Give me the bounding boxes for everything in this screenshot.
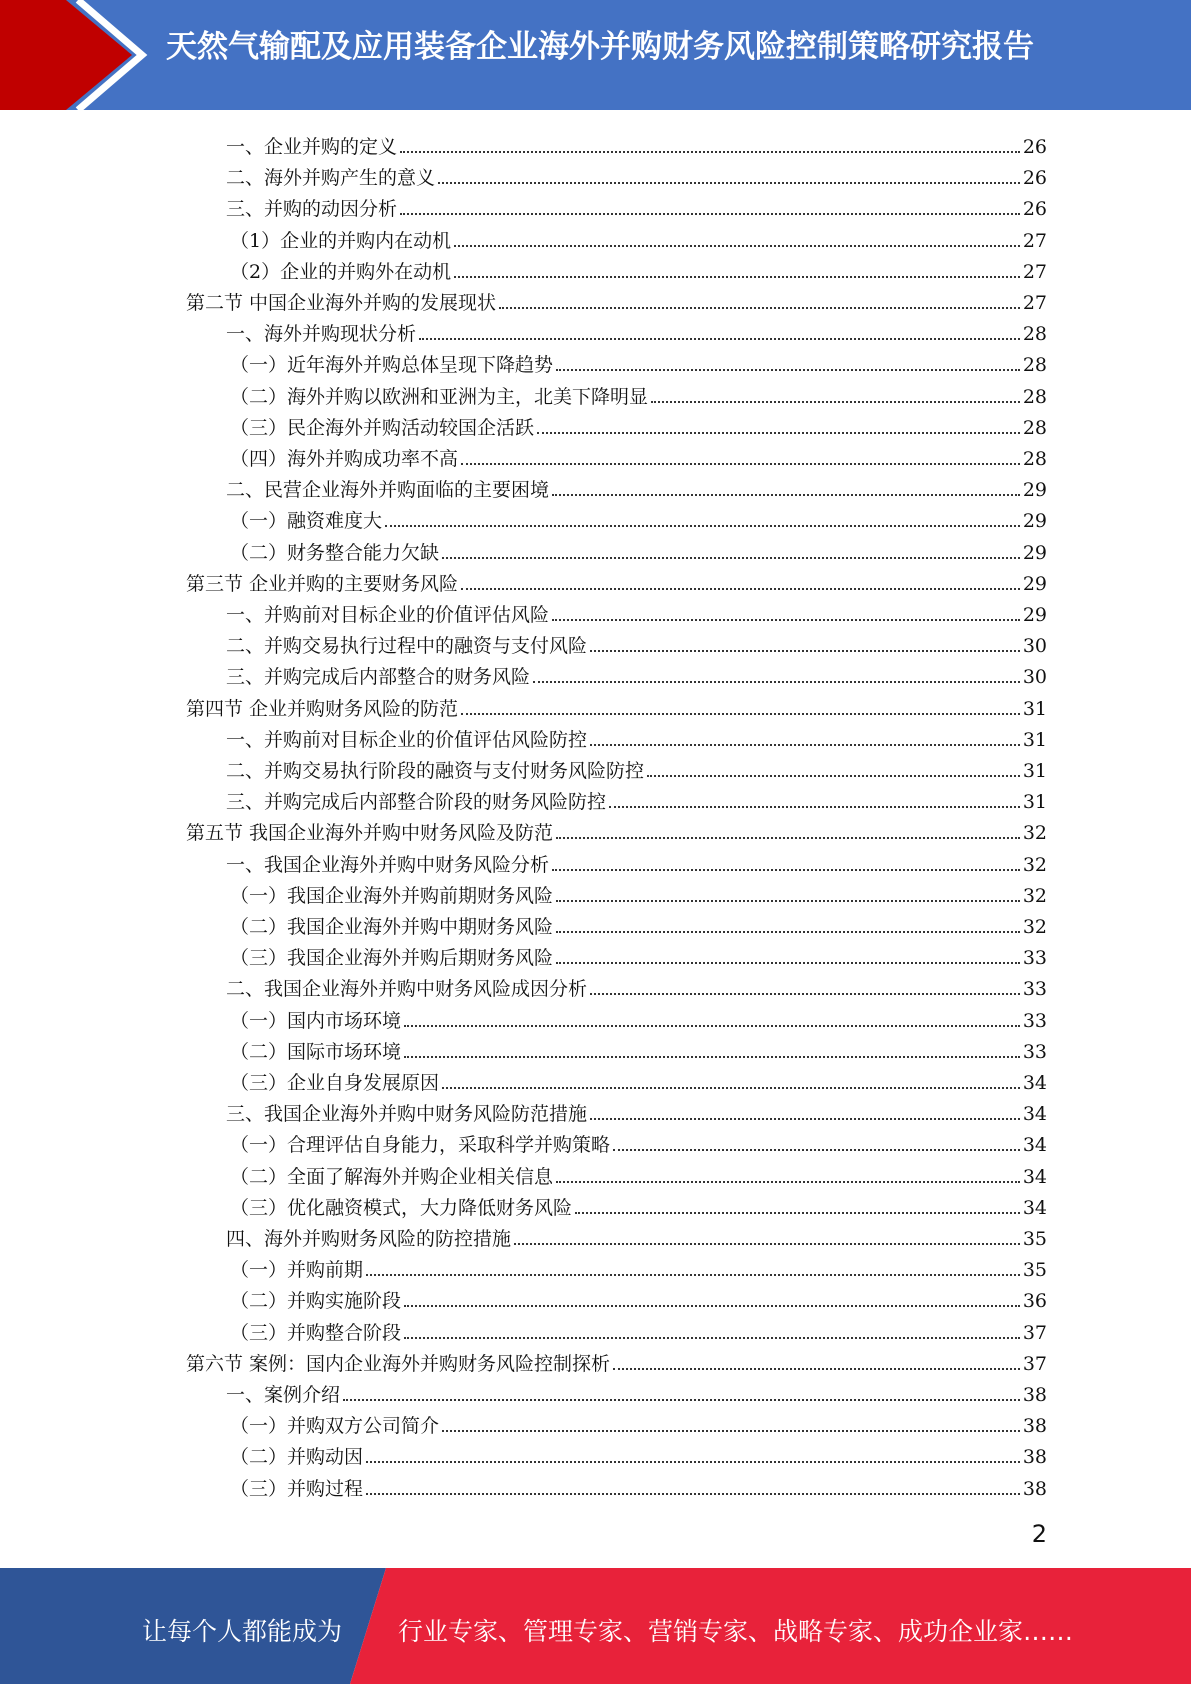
- toc-dot-leader: [613, 1149, 1020, 1151]
- header-arrow-logo: [0, 0, 160, 110]
- toc-dot-leader: [461, 588, 1020, 590]
- footer-slogan-left: 让每个人都能成为: [142, 1617, 343, 1646]
- toc-dot-leader: [366, 1461, 1020, 1463]
- toc-entry-label: 二、民营企业海外并购面临的主要困境: [226, 479, 550, 502]
- toc-entry[interactable]: [186, 814, 1047, 845]
- toc-entry-label: （二）我国企业海外并购中期财务风险: [230, 916, 554, 938]
- footer-band: [0, 1568, 1191, 1684]
- toc-entry[interactable]: [226, 471, 1047, 502]
- toc-entry-page: 27: [1022, 292, 1047, 314]
- toc-entry[interactable]: [226, 315, 1047, 346]
- toc-entry[interactable]: [226, 128, 1047, 159]
- toc-entry-page: 38: [1022, 1384, 1047, 1406]
- toc-entry-page: 27: [1022, 229, 1047, 252]
- toc-entry-label: 一、案例介绍: [226, 1384, 341, 1406]
- toc-entry-page: 29: [1022, 604, 1047, 626]
- toc-entry-label: （三）优化融资模式，大力降低财务风险: [230, 1196, 573, 1219]
- toc-dot-leader: [366, 1493, 1020, 1495]
- toc-dot-leader: [552, 869, 1020, 871]
- toc-entry-label: （三）并购过程: [230, 1477, 364, 1500]
- toc-entry[interactable]: [230, 378, 1047, 409]
- toc-entry[interactable]: [230, 346, 1047, 377]
- toc-entry-label: （一）国内市场环境: [230, 1009, 402, 1032]
- toc-entry-page: 27: [1022, 260, 1047, 283]
- toc-dot-leader: [404, 1305, 1020, 1307]
- toc-entry-page: 30: [1022, 635, 1047, 658]
- toc-entry[interactable]: [230, 1470, 1047, 1501]
- toc-dot-leader: [556, 1181, 1020, 1183]
- toc-dot-leader: [419, 338, 1020, 340]
- toc-entry-page: 29: [1022, 479, 1047, 502]
- toc-entry[interactable]: [230, 939, 1047, 970]
- toc-dot-leader: [514, 1243, 1020, 1245]
- toc-dot-leader: [454, 276, 1020, 278]
- toc-entry-label: 二、并购交易执行阶段的融资与支付财务风险防控: [226, 760, 645, 782]
- toc-dot-leader: [556, 900, 1020, 902]
- toc-dot-leader: [556, 369, 1020, 371]
- toc-entry[interactable]: [230, 1002, 1047, 1033]
- toc-dot-leader: [537, 432, 1020, 434]
- toc-entry[interactable]: [230, 877, 1047, 908]
- toc-entry-label: （二）并购实施阶段: [230, 1290, 402, 1313]
- toc-entry[interactable]: [226, 752, 1047, 783]
- toc-entry-label: （二）并购动因: [230, 1446, 364, 1469]
- toc-entry-label: 第六节 案例：国内企业海外并购财务风险控制探析: [186, 1352, 611, 1375]
- toc-entry[interactable]: [226, 627, 1047, 658]
- toc-dot-leader: [609, 806, 1020, 808]
- toc-dot-leader: [533, 681, 1020, 683]
- toc-entry-page: 32: [1022, 853, 1047, 876]
- toc-dot-leader: [442, 557, 1020, 559]
- toc-entry-page: 33: [1022, 978, 1047, 1001]
- toc-dot-leader: [556, 962, 1020, 964]
- toc-entry-label: （三）我国企业海外并购后期财务风险: [230, 947, 554, 970]
- toc-entry-label: （一）我国企业海外并购前期财务风险: [230, 884, 554, 907]
- toc-entry[interactable]: [230, 1282, 1047, 1313]
- toc-entry-page: 28: [1022, 416, 1047, 439]
- toc-entry[interactable]: [230, 1033, 1047, 1064]
- toc-entry-label: 一、并购前对目标企业的价值评估风险防控: [226, 728, 588, 751]
- toc-entry-page: 28: [1022, 323, 1047, 346]
- toc-entry-page: 34: [1022, 1072, 1047, 1094]
- toc-entry-page: 34: [1022, 1196, 1047, 1219]
- toc-entry[interactable]: [226, 970, 1047, 1001]
- toc-entry[interactable]: [230, 1126, 1047, 1157]
- toc-entry-page: 29: [1022, 510, 1047, 533]
- toc-entry-label: 第五节 我国企业海外并购中财务风险及防范: [186, 822, 554, 845]
- toc-dot-leader: [438, 182, 1020, 184]
- toc-entry-label: （一）融资难度大: [230, 510, 383, 533]
- toc-entry-page: 26: [1022, 136, 1047, 158]
- toc-entry-label: 三、并购的动因分析: [226, 198, 398, 221]
- toc-entry-page: 35: [1022, 1228, 1047, 1250]
- toc-entry[interactable]: [226, 783, 1047, 814]
- toc-entry-page: 29: [1022, 572, 1047, 595]
- toc-entry-label: （二）海外并购以欧洲和亚洲为主，北美下降明显: [230, 385, 649, 408]
- toc-entry[interactable]: [230, 222, 1047, 253]
- toc-dot-leader: [400, 151, 1020, 153]
- toc-entry[interactable]: [230, 440, 1047, 471]
- toc-entry-label: （2）企业的并购外在动机: [230, 260, 452, 283]
- toc-entry[interactable]: [226, 1220, 1047, 1251]
- toc-entry[interactable]: [226, 846, 1047, 877]
- toc-entry[interactable]: [230, 908, 1047, 939]
- toc-entry[interactable]: [226, 658, 1047, 689]
- toc-entry-page: 38: [1022, 1446, 1047, 1469]
- toc-entry[interactable]: [230, 1407, 1047, 1438]
- toc-entry-label: （三）企业自身发展原因: [230, 1072, 440, 1094]
- toc-entry[interactable]: [230, 1189, 1047, 1220]
- toc-entry-label: 三、并购完成后内部整合的财务风险: [226, 666, 531, 689]
- toc-entry-page: 32: [1022, 884, 1047, 907]
- toc-entry-label: 一、海外并购现状分析: [226, 323, 417, 346]
- toc-entry-page: 26: [1022, 167, 1047, 190]
- toc-dot-leader: [442, 1430, 1020, 1432]
- toc-entry-page: 33: [1022, 1040, 1047, 1063]
- toc-entry-page: 29: [1022, 541, 1047, 564]
- toc-dot-leader: [552, 494, 1020, 496]
- toc-entry-label: （二）国际市场环境: [230, 1040, 402, 1063]
- toc-entry[interactable]: [226, 159, 1047, 190]
- toc-entry[interactable]: [230, 253, 1047, 284]
- toc-entry[interactable]: [186, 1345, 1047, 1376]
- toc-dot-leader: [400, 213, 1020, 215]
- toc-dot-leader: [499, 307, 1020, 309]
- toc-entry-page: 28: [1022, 448, 1047, 470]
- toc-entry[interactable]: [226, 1095, 1047, 1126]
- toc-dot-leader: [461, 713, 1020, 715]
- toc-dot-leader: [590, 650, 1020, 652]
- toc-entry[interactable]: [226, 721, 1047, 752]
- toc-entry-page: 32: [1022, 916, 1047, 938]
- toc-entry-label: 四、海外并购财务风险的防控措施: [226, 1228, 512, 1250]
- toc-entry[interactable]: [186, 690, 1047, 721]
- toc-dot-leader: [366, 1274, 1020, 1276]
- toc-entry-label: （四）海外并购成功率不高: [230, 448, 459, 470]
- toc-entry-label: 二、海外并购产生的意义: [226, 167, 436, 190]
- toc-entry-page: 31: [1022, 697, 1047, 720]
- toc-entry[interactable]: [230, 1314, 1047, 1345]
- toc-dot-leader: [613, 1368, 1020, 1370]
- toc-entry-label: 一、我国企业海外并购中财务风险分析: [226, 853, 550, 876]
- toc-entry[interactable]: [230, 502, 1047, 533]
- toc-entry-page: 34: [1022, 1165, 1047, 1188]
- toc-entry-page: 34: [1022, 1103, 1047, 1126]
- toc-dot-leader: [385, 525, 1020, 527]
- toc-entry-page: 30: [1022, 666, 1047, 689]
- toc-dot-leader: [404, 1025, 1020, 1027]
- toc-entry-label: 第四节 企业并购财务风险的防范: [186, 697, 459, 720]
- toc-entry-label: （二）财务整合能力欠缺: [230, 541, 440, 564]
- toc-entry-label: （1）企业的并购内在动机: [230, 229, 452, 252]
- toc-entry[interactable]: [230, 1064, 1047, 1095]
- toc-entry-page: 36: [1022, 1290, 1047, 1313]
- toc-dot-leader: [404, 1056, 1020, 1058]
- toc-entry[interactable]: [230, 1251, 1047, 1282]
- toc-entry-page: 28: [1022, 354, 1047, 377]
- toc-entry-page: 26: [1022, 198, 1047, 221]
- toc-entry-page: 31: [1022, 791, 1047, 814]
- toc-entry-page: 32: [1022, 822, 1047, 845]
- toc-entry-label: 三、我国企业海外并购中财务风险防范措施: [226, 1103, 588, 1126]
- toc-entry-label: （一）并购双方公司简介: [230, 1415, 440, 1438]
- toc-dot-leader: [454, 245, 1020, 247]
- toc-entry-page: 37: [1022, 1321, 1047, 1344]
- toc-entry-label: （二）全面了解海外并购企业相关信息: [230, 1165, 554, 1188]
- toc-entry-page: 28: [1022, 385, 1047, 408]
- toc-entry[interactable]: [186, 565, 1047, 596]
- toc-entry-label: 三、并购完成后内部整合阶段的财务风险防控: [226, 791, 607, 814]
- toc-entry-page: 38: [1022, 1415, 1047, 1438]
- footer-slogan-right: 行业专家、管理专家、营销专家、战略专家、成功企业家……: [398, 1617, 1074, 1646]
- toc-entry-label: 二、我国企业海外并购中财务风险成因分析: [226, 978, 588, 1001]
- toc-entry-page: 37: [1022, 1352, 1047, 1375]
- page-number: 2: [1031, 1520, 1047, 1548]
- toc-entry[interactable]: [186, 284, 1047, 315]
- toc-entry-label: 一、并购前对目标企业的价值评估风险: [226, 604, 550, 626]
- toc-dot-leader: [590, 1118, 1020, 1120]
- toc-dot-leader: [461, 463, 1020, 465]
- toc-entry-label: 一、企业并购的定义: [226, 136, 398, 158]
- toc-dot-leader: [552, 619, 1020, 621]
- toc-dot-leader: [556, 837, 1020, 839]
- toc-dot-leader: [442, 1087, 1020, 1089]
- toc-dot-leader: [575, 1212, 1020, 1214]
- toc-dot-leader: [343, 1399, 1020, 1401]
- toc-dot-leader: [590, 744, 1020, 746]
- toc-entry[interactable]: [230, 1438, 1047, 1469]
- toc-dot-leader: [647, 775, 1020, 777]
- toc-entry-label: （一）近年海外并购总体呈现下降趋势: [230, 354, 554, 377]
- toc-entry[interactable]: [230, 1158, 1047, 1189]
- report-title: 天然气输配及应用装备企业海外并购财务风险控制策略研究报告: [166, 29, 1034, 65]
- toc-entry-label: 二、并购交易执行过程中的融资与支付风险: [226, 635, 588, 658]
- toc-dot-leader: [651, 401, 1020, 403]
- toc-entry[interactable]: [226, 596, 1047, 627]
- toc-entry-page: 31: [1022, 760, 1047, 782]
- toc-dot-leader: [404, 1337, 1020, 1339]
- header-band: [0, 0, 1191, 110]
- toc-entry-label: （一）并购前期: [230, 1259, 364, 1282]
- toc-entry-page: 34: [1022, 1134, 1047, 1157]
- toc-entry-label: （一）合理评估自身能力，采取科学并购策略: [230, 1134, 611, 1157]
- toc-entry[interactable]: [230, 409, 1047, 440]
- toc-entry-page: 33: [1022, 1009, 1047, 1032]
- toc-entry-page: 35: [1022, 1259, 1047, 1282]
- toc-entry[interactable]: [226, 1376, 1047, 1407]
- toc-entry-label: （三）民企海外并购活动较国企活跃: [230, 416, 535, 439]
- toc-entry[interactable]: [226, 190, 1047, 221]
- toc-entry-page: 38: [1022, 1477, 1047, 1500]
- toc-entry-page: 33: [1022, 947, 1047, 970]
- toc-dot-leader: [556, 931, 1020, 933]
- toc-entry-page: 31: [1022, 728, 1047, 751]
- toc-dot-leader: [590, 993, 1020, 995]
- toc-entry-label: 第二节 中国企业海外并购的发展现状: [186, 292, 497, 314]
- toc-entry[interactable]: [230, 534, 1047, 565]
- toc-entry-label: （三）并购整合阶段: [230, 1321, 402, 1344]
- toc-entry-label: 第三节 企业并购的主要财务风险: [186, 572, 459, 595]
